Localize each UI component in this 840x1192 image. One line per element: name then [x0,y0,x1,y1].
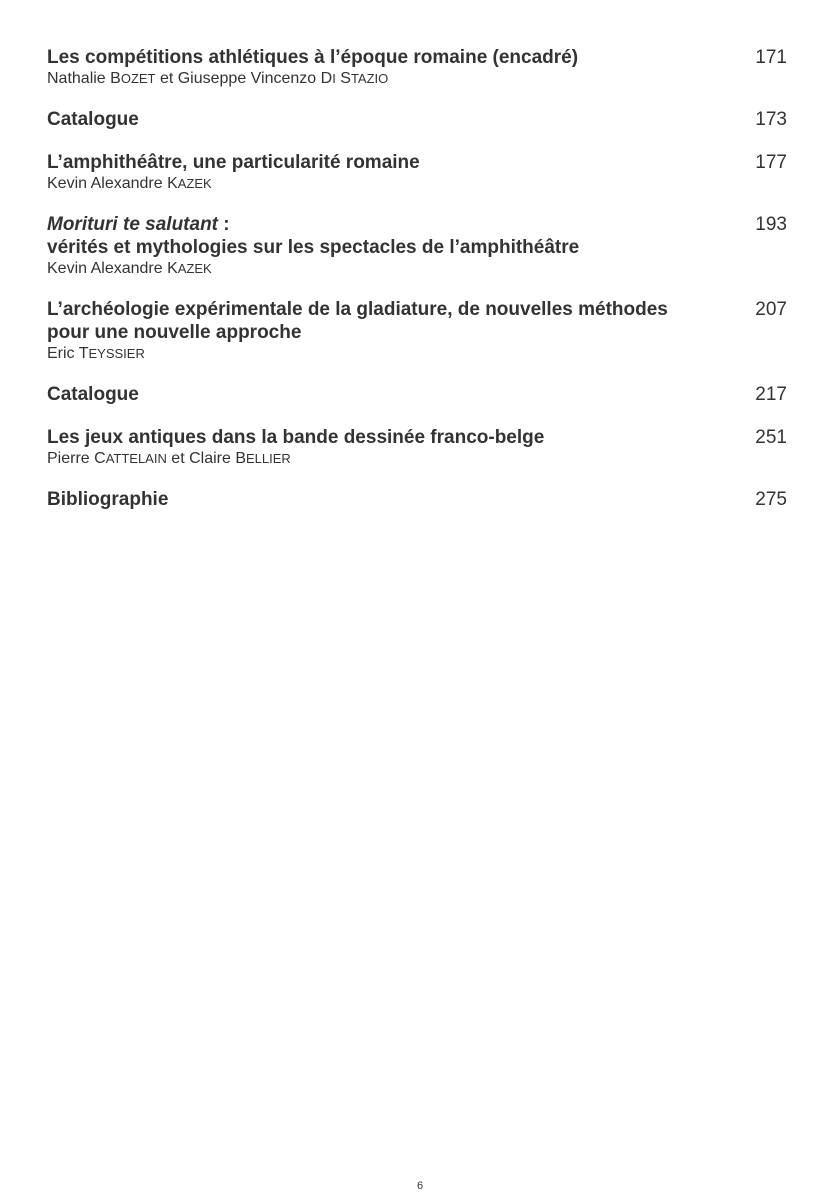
toc-entry [47,108,787,131]
title-segment: Catalogue [47,384,139,405]
toc-entry-page-number: 207 [755,299,787,320]
toc-entry-titles [47,298,712,363]
toc-entry [47,213,787,278]
toc-entry-page-number: 177 [755,152,787,173]
author-segment: et Claire B [166,450,246,467]
author-segment: S [335,70,351,87]
author-segment: ATTELAIN [105,451,167,466]
author-segment: TAZIO [350,71,389,86]
toc-entry-titles [47,426,712,468]
toc-entry [47,151,787,193]
title-segment: : [218,214,230,235]
author-segment: et Giuseppe Vincenzo D [155,70,333,87]
toc-entry-title [47,151,712,174]
toc-entry-titles [47,383,712,406]
toc-entry-title [47,46,712,69]
toc-entry-title [47,213,712,236]
toc-entry-titles [47,46,712,88]
toc-entry-page-number: 193 [755,214,787,235]
title-segment: L’amphithéâtre, une particularité romaine [47,152,420,173]
toc-entry [47,298,787,363]
toc-entry-title [47,108,712,131]
footer-page-number: 6 [416,1180,424,1192]
title-segment: Morituri te salutant [47,214,219,235]
toc-entry-page-number: 173 [755,109,787,130]
title-segment: vérités et mythologies sur les spectacles de l’amphithéâtre [47,237,580,258]
title-segment: Les jeux antiques dans la bande dessinée franco-belge [47,427,545,448]
author-segment: Eric T [47,345,89,362]
author-segment: AZEK [177,176,212,191]
toc-entry-titles [47,151,712,193]
toc-entry-title [47,488,712,511]
toc-entry-title [47,298,712,321]
author-segment: EYSSIER [88,346,145,361]
toc-entry-author [47,344,712,363]
toc-entry-title [47,321,712,344]
toc-entry-author [47,449,712,468]
toc-entry-author [47,259,712,278]
toc-entry-page-number: 217 [755,384,787,405]
title-segment: pour une nouvelle approche [47,322,302,343]
toc-entry-author [47,69,712,88]
toc-entry-page-number: 275 [755,489,787,510]
toc-entry-titles [47,488,712,511]
author-segment: I [332,71,336,86]
toc-entry [47,488,787,511]
toc-entry-titles [47,213,712,278]
author-segment: ELLIER [246,451,291,466]
author-segment: Kevin Alexandre K [47,260,178,277]
toc-entry-page-number: 171 [755,47,787,68]
toc-entry-title [47,426,712,449]
title-segment: Catalogue [47,109,139,130]
toc-entry-page-number: 251 [755,427,787,448]
title-segment: Bibliographie [47,489,169,510]
toc-entry [47,383,787,406]
toc-entry-title [47,383,712,406]
title-segment: Les compétitions athlétiques à l’époque romaine (encadré) [47,47,579,68]
author-segment: AZEK [177,261,212,276]
table-of-contents [47,46,787,531]
author-segment: Kevin Alexandre K [47,175,178,192]
toc-entry-title [47,236,712,259]
toc-entry-titles [47,108,712,131]
toc-entry [47,426,787,468]
author-segment: OZET [120,71,156,86]
author-segment: Pierre C [47,450,106,467]
title-segment: L’archéologie expérimentale de la gladiature, de nouvelles méthodes [47,299,668,320]
toc-entry [47,46,787,88]
toc-entry-author [47,174,712,193]
author-segment: Nathalie B [47,70,121,87]
